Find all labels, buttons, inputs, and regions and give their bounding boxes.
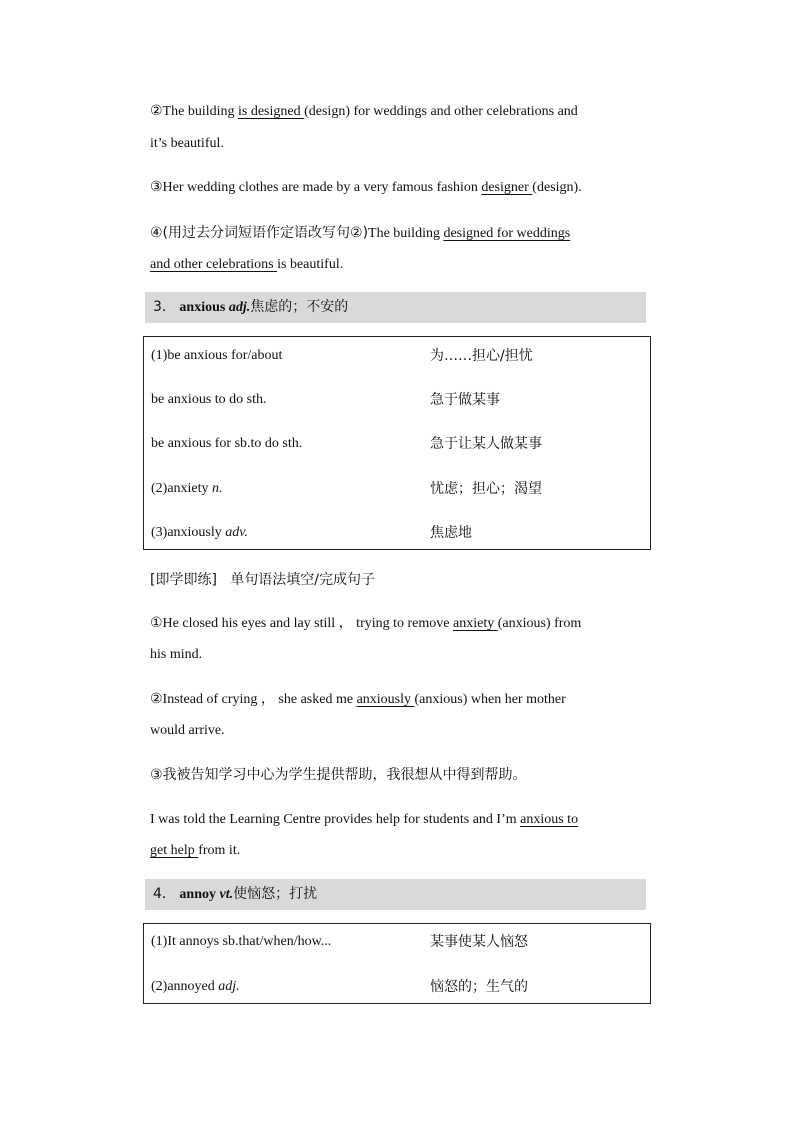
- table-row: [144, 390, 650, 410]
- sentence-text: (design).: [532, 180, 582, 195]
- sentence-chinese: ③我被告知学习中心为学生提供帮助，我很想从中得到帮助。: [150, 767, 527, 783]
- sentence-2-line-1: [150, 103, 578, 121]
- practice-q3-chinese: [150, 766, 527, 785]
- phrase-word: (3)anxiously: [151, 525, 226, 540]
- headword-meaning: 使恼怒；打扰: [233, 886, 318, 902]
- sentence-text: from it.: [198, 843, 241, 858]
- answer-blank: is designed: [238, 104, 305, 119]
- headword: annoy: [179, 887, 216, 902]
- section-number: 4．: [153, 886, 176, 902]
- sentence-text: it’s beautiful.: [150, 136, 224, 151]
- headword: anxious: [179, 300, 226, 315]
- practice-q3-line-2: [150, 842, 240, 860]
- table-row: [144, 479, 650, 499]
- answer-blank: anxiously: [356, 692, 415, 707]
- phrase-word: (2)annoyed: [151, 979, 219, 994]
- part-of-speech: adv.: [225, 525, 248, 540]
- phrase: be anxious for sb.to do sth.: [151, 436, 303, 451]
- answer-blank: get help: [150, 843, 199, 858]
- phrase: be anxious to do sth.: [151, 392, 267, 407]
- answer-blank: anxious to: [520, 812, 579, 827]
- sentence-2-line-2: [150, 135, 224, 153]
- phrase: (1)It annoys sb.that/when/how...: [151, 934, 332, 949]
- sentence-4-line-2: [150, 256, 343, 274]
- sentence-text: ②The building: [150, 104, 238, 119]
- sentence-text: ①He closed his eyes and lay still ， trying to remove: [150, 616, 453, 631]
- section-number: 3．: [153, 299, 176, 315]
- section-3-heading: [145, 292, 646, 323]
- table-row: [144, 346, 650, 366]
- practice-q2-line-2: [150, 722, 225, 740]
- answer-blank: and other celebrations: [150, 257, 278, 272]
- phrase-meaning: 急于做某事: [430, 392, 500, 408]
- section-4-usage-table: [143, 923, 651, 1004]
- headword-meaning: 焦虑的；不安的: [250, 299, 349, 315]
- practice-title: 单句语法填空/完成句子: [230, 572, 376, 588]
- phrase: (1)be anxious for/about: [151, 348, 283, 363]
- sentence-4-line-1: [150, 224, 570, 243]
- sentence-text: would arrive.: [150, 723, 225, 738]
- sentence-text: The building: [368, 226, 444, 241]
- phrase-meaning: 恼怒的；生气的: [430, 979, 528, 995]
- sentence-text: is beautiful.: [277, 257, 344, 272]
- practice-q3-line-1: [150, 811, 578, 829]
- phrase: [151, 977, 240, 997]
- sentence-text: I was told the Learning Centre provides help for students and I’m: [150, 812, 521, 827]
- phrase-word: (2)anxiety: [151, 481, 213, 496]
- phrase: [151, 523, 248, 543]
- phrase-meaning: 为……担心/担忧: [430, 348, 533, 364]
- part-of-speech: adj.: [228, 300, 251, 315]
- instruction-text: ④(用过去分词短语作定语改写句②): [150, 225, 369, 241]
- sentence-3: [150, 179, 582, 197]
- table-row: [144, 434, 650, 454]
- phrase-meaning: 某事使某人恼怒: [430, 934, 528, 950]
- table-row: [144, 977, 650, 997]
- phrase-meaning: 急于让某人做某事: [430, 436, 542, 452]
- table-row: [144, 932, 650, 952]
- practice-q1-line-1: [150, 615, 581, 633]
- answer-blank: designer: [481, 180, 533, 195]
- sentence-text: (design) for weddings and other celebrations and: [304, 104, 578, 119]
- answer-blank: designed for weddings: [443, 226, 571, 241]
- part-of-speech: vt.: [219, 887, 234, 902]
- answer-blank: anxiety: [453, 616, 498, 631]
- practice-label: [即学即练]: [150, 572, 217, 588]
- section-4-heading: [145, 879, 646, 910]
- sentence-text: (anxious) when her mother: [414, 692, 566, 707]
- section-3-usage-table: [143, 336, 651, 550]
- practice-q1-line-2: [150, 646, 202, 664]
- phrase-meaning: 忧虑；担心；渴望: [430, 481, 542, 497]
- phrase-meaning: 焦虑地: [430, 525, 472, 541]
- practice-heading: [150, 571, 375, 590]
- sentence-text: (anxious) from: [497, 616, 582, 631]
- sentence-text: ③Her wedding clothes are made by a very famous fashion: [150, 180, 482, 195]
- sentence-text: his mind.: [150, 647, 203, 662]
- part-of-speech: adj.: [218, 979, 240, 994]
- part-of-speech: n.: [212, 481, 223, 496]
- sentence-text: ②Instead of crying ， she asked me: [150, 692, 357, 707]
- practice-q2-line-1: [150, 691, 566, 709]
- phrase: [151, 479, 223, 499]
- table-row: [144, 523, 650, 543]
